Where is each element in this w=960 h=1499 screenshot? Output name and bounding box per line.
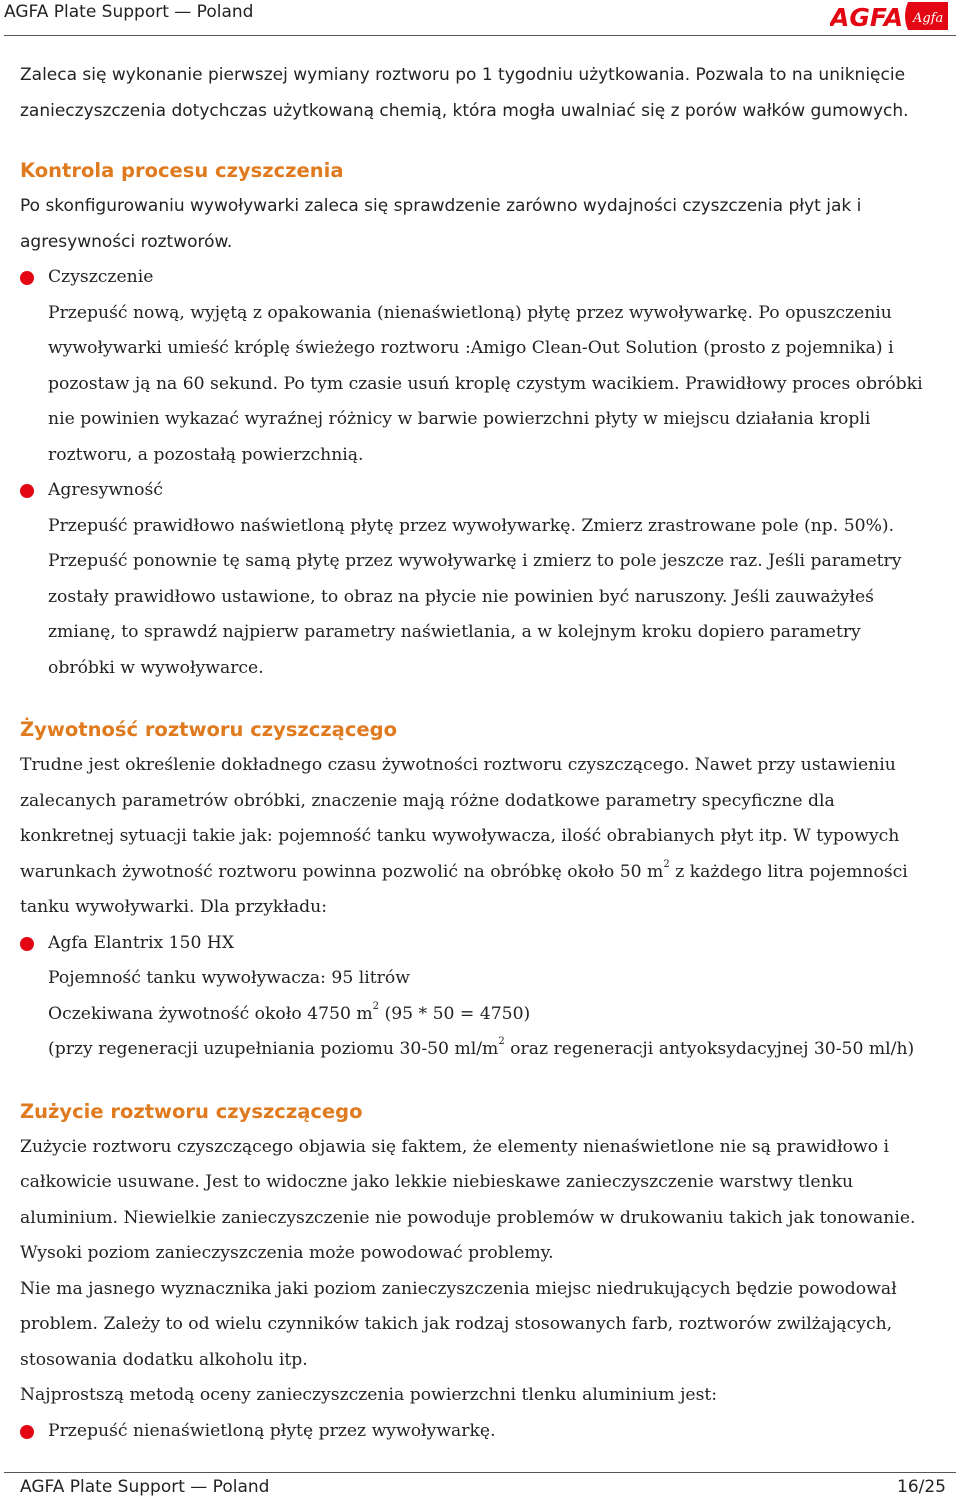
agfa-logo [830, 0, 950, 32]
bullet-dot-icon [20, 937, 34, 951]
section3-paragraph-1: Zużycie roztworu czyszczącego objawia się faktem, że elementy nienaświetlone nie są prawidłowo i całkowicie usuwane. Jest to widoczne jako lekkie niebieskawe zanieczyszczenie warstwy tlenku aluminium. Niewielkie zanieczyszczenie nie powoduje problemów w drukowaniu takich jak tonowanie. Wysoki poziom zanieczyszczenia może powodować problemy. [20, 1136, 916, 1263]
header-title: AGFA Plate Support — Poland [4, 2, 254, 22]
expected-lifetime-line: Oczekiwana żywotność około 4750 $m^2$ (95 * 50 = 4750) [48, 1000, 531, 1024]
page-content [20, 58, 930, 1449]
bullet-text-unexposed-plate: Przepuść nienaświetloną płytę przez wywoływarkę. [48, 1420, 496, 1441]
footer-title: AGFA Plate Support — Poland [20, 1477, 270, 1497]
tank-capacity-line: Pojemność tanku wywoływacza: 95 litrów [48, 968, 410, 988]
section3-paragraph-3: Najprostszą metodą oceny zanieczyszczenia powierzchni tlenku aluminium jest: [20, 1385, 718, 1405]
section-heading-solution-lifetime: Żywotność roztworu czyszczącego [20, 718, 397, 741]
bullet-dot-icon [20, 484, 34, 498]
intro-paragraph: Zaleca się wykonanie pierwszej wymiany roztworu po 1 tygodniu użytkowania. Pozwala to na uniknięcie zanieczyszczenia dotychczas użytkowaną chemią, która mogła uwalniać się z porów wałków gumowych. [20, 65, 909, 121]
bullet-aggressiveness [20, 473, 930, 509]
bullet-title-elantrix: Agfa Elantrix 150 HX [48, 932, 235, 953]
page-footer [0, 1472, 960, 1499]
bullet-text-aggressiveness: Przepuść prawidłowo naświetloną płytę przez wywoływarkę. Zmierz zrastrowane pole (np. 50%). Przepuść ponownie tę samą płytę przez wywoływarkę i zmierz to pole jeszcze raz. Jeśli parametry zostały prawidłowo ustawione, to obraz na płycie nie powinien być naruszony. Jeśli zauważyłeś zmianę, to sprawdź najpierw parametry naświetlania, a w kolejnym kroku dopiero parametry obróbki w wywoływarce. [48, 515, 902, 678]
section2-paragraph: Trudne jest określenie dokładnego czasu żywotności roztworu czyszczącego. Nawet przy ustawieniu zalecanych parametrów obróbki, znaczenie mają różne dodatkowe parametry specyficzne dla konkretnej sytuacji takie jak: pojemność tanku wywoływacza, ilość obrabianych płyt itp. W typowych warunkach żywotność roztworu powinna pozwolić na obróbkę około 50 $m^2$ z każdego litra pojemności tanku wywoływarki. Dla przykładu: [20, 755, 908, 917]
header-divider [4, 35, 956, 36]
bullet-text-cleaning: Przepuść nową, wyjętą z opakowania (nienaświetloną) płytę przez wywoływarkę. Po opuszczeniu wywoływarki umieść króplę świeżego roztworu :Amigo Clean-Out Solution (prosto z pojemnika) i pozostaw ją na 60 sekund. Po tym czasie usuń kroplę czystym wacikiem. Prawidłowy proces obróbki nie powinien wykazać wyraźnej różnicy w barwie powierzchni płyty w miejscu działania kropli roztworu, a pozostałą powierzchnią. [48, 302, 923, 465]
agfa-logo-text: AGFA [830, 3, 904, 32]
bullet-dot-icon [20, 271, 34, 285]
bullet-cleaning [20, 260, 930, 296]
page-number: 16/25 [897, 1477, 946, 1497]
bullet-unexposed-plate [20, 1414, 930, 1450]
section1-intro: Po skonfigurowaniu wywoływarki zaleca się sprawdzenie zarówno wydajności czyszczenia płyt jak i agresywności roztworów. [20, 196, 862, 252]
section-heading-process-control: Kontrola procesu czyszczenia [20, 159, 344, 182]
bullet-title-aggressiveness: Agresywność [48, 480, 163, 500]
bullet-title-cleaning: Czyszczenie [48, 267, 154, 287]
bullet-elantrix [20, 926, 930, 962]
section-heading-solution-consumption: Zużycie roztworu czyszczącego [20, 1099, 363, 1123]
regeneration-line: (przy regeneracji uzupełniania poziomu 30-50 $ml/m^2$ oraz regeneracji antyoksydacyjnej 30-50 ml/h) [48, 1036, 915, 1059]
agfa-logo-badge-text: Agfa [913, 11, 944, 26]
section3-paragraph-2: Nie ma jasnego wyznacznika jaki poziom zanieczyszczenia miejsc niedrukujących będzie powodował problem. Zależy to od wielu czynników takich jak rodzaj stosowanych farb, roztworów zwilżających, stosowania dodatku alkoholu itp. [20, 1278, 897, 1370]
bullet-dot-icon [20, 1425, 34, 1439]
footer-divider [4, 1472, 956, 1473]
page-header [0, 0, 960, 38]
